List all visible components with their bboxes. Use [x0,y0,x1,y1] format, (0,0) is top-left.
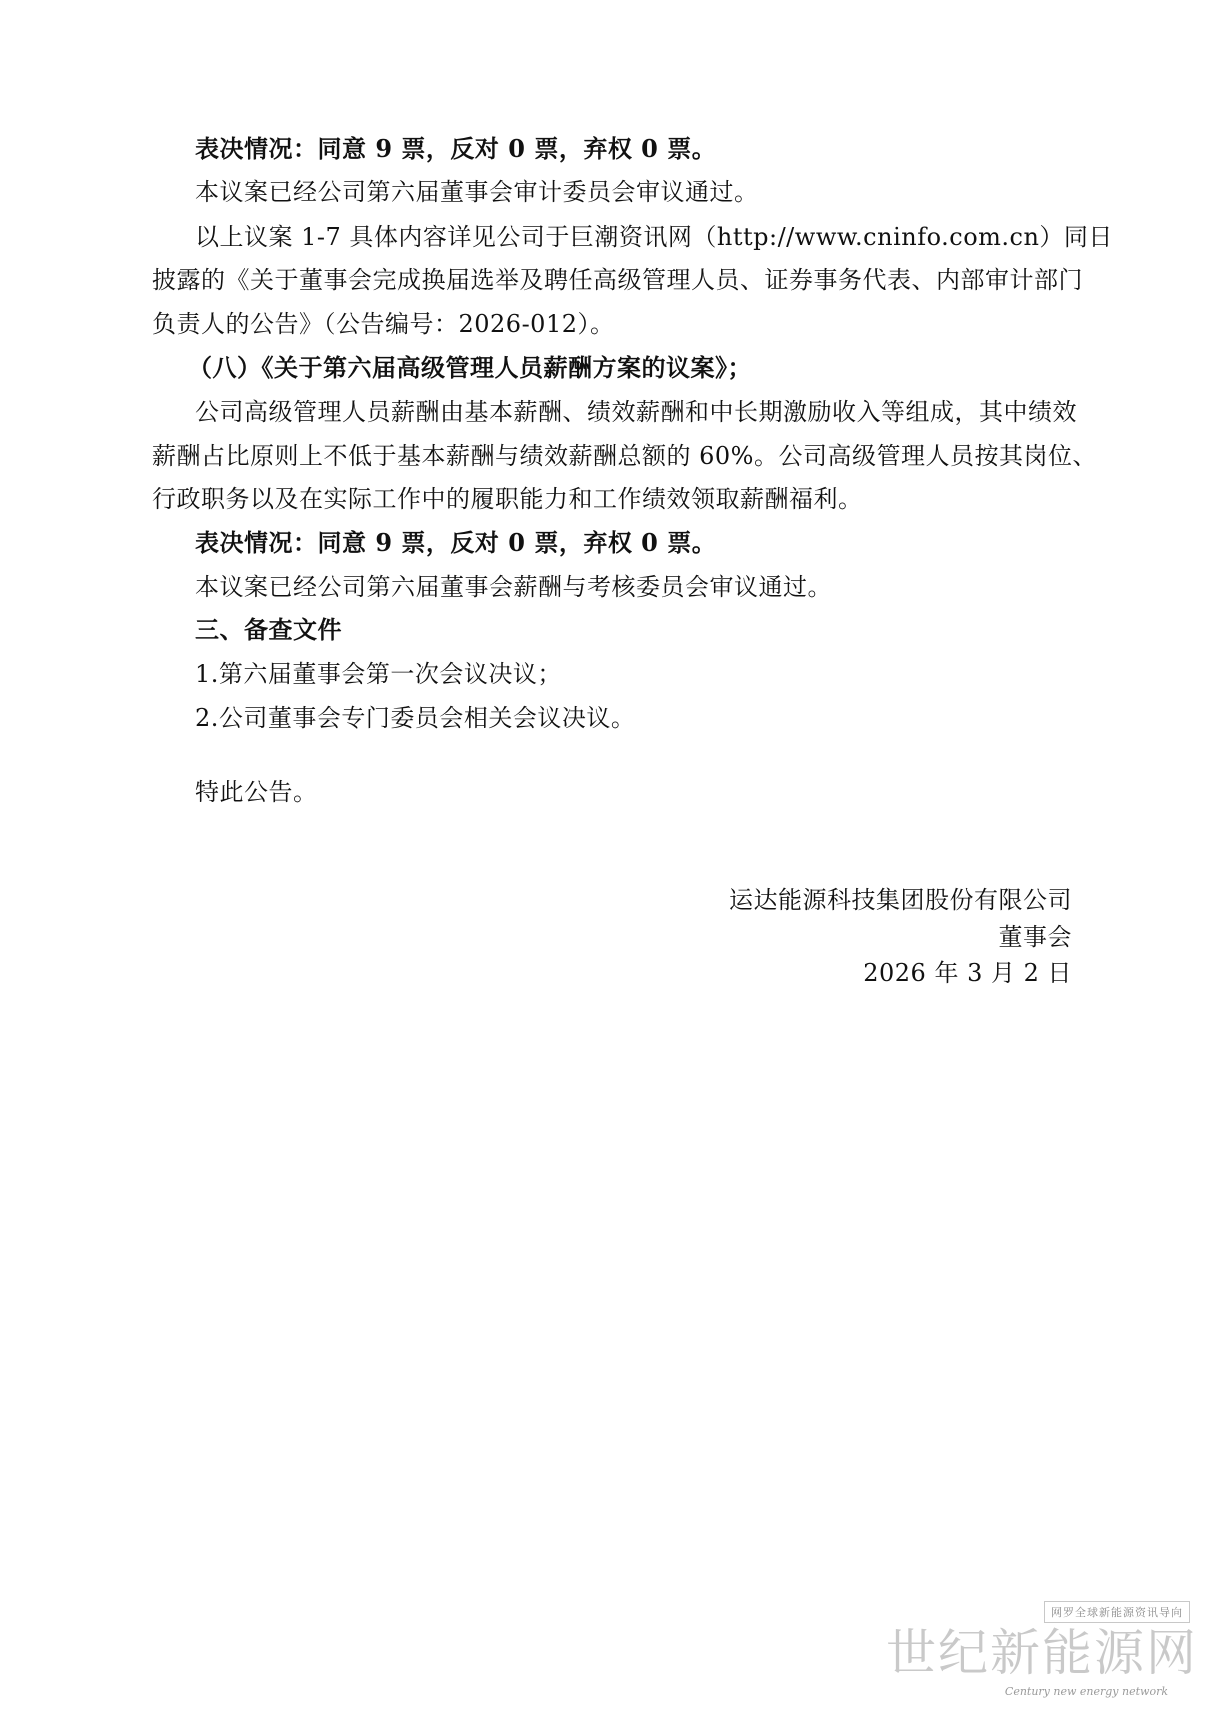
salary-paragraph-line-1: 公司高级管理人员薪酬由基本薪酬、绩效薪酬和中长期激励收入等组成，其中绩效 [195,398,1077,426]
vote-result-2: 表决情况：同意 9 票，反对 0 票，弃权 0 票。 [195,528,717,557]
closing-statement: 特此公告。 [195,778,318,806]
watermark-logo-text: 世纪新能源网 [886,1624,1198,1682]
reference-document-1: 1.第六届董事会第一次会议决议； [195,660,562,688]
signature-date: 2026 年 3 月 2 日 [863,959,1072,987]
site-watermark [886,1601,1208,1711]
details-paragraph-line-1: 以上议案 1-7 具体内容详见公司于巨潮资讯网（http://www.cninfo.com.cn）同日 [195,223,1113,251]
details-paragraph-line-3: 负责人的公告》（公告编号：2026-012）。 [152,310,615,338]
signature-company: 运达能源科技集团股份有限公司 [729,886,1072,914]
watermark-english-name: Century new energy network [1004,1685,1168,1698]
compensation-committee-approval: 本议案已经公司第六届董事会薪酬与考核委员会审议通过。 [195,573,832,601]
signature-board: 董事会 [998,923,1072,951]
reference-document-2: 2.公司董事会专门委员会相关会议决议。 [195,704,636,732]
item-8-title: （八）《关于第六届高级管理人员薪酬方案的议案》； [188,353,752,382]
details-paragraph-line-2: 披露的《关于董事会完成换届选举及聘任高级管理人员、证券事务代表、内部审计部门 [152,266,1083,294]
salary-paragraph-line-2: 薪酬占比原则上不低于基本薪酬与绩效薪酬总额的 60%。公司高级管理人员按其岗位、 [152,442,1097,470]
audit-committee-approval: 本议案已经公司第六届董事会审计委员会审议通过。 [195,178,759,206]
section-3-title: 三、备查文件 [195,615,342,644]
salary-paragraph-line-3: 行政职务以及在实际工作中的履职能力和工作绩效领取薪酬福利。 [152,485,863,513]
watermark-slogan: 网罗全球新能源资讯导向 [1044,1601,1190,1623]
vote-result-1: 表决情况：同意 9 票，反对 0 票，弃权 0 票。 [195,134,717,163]
